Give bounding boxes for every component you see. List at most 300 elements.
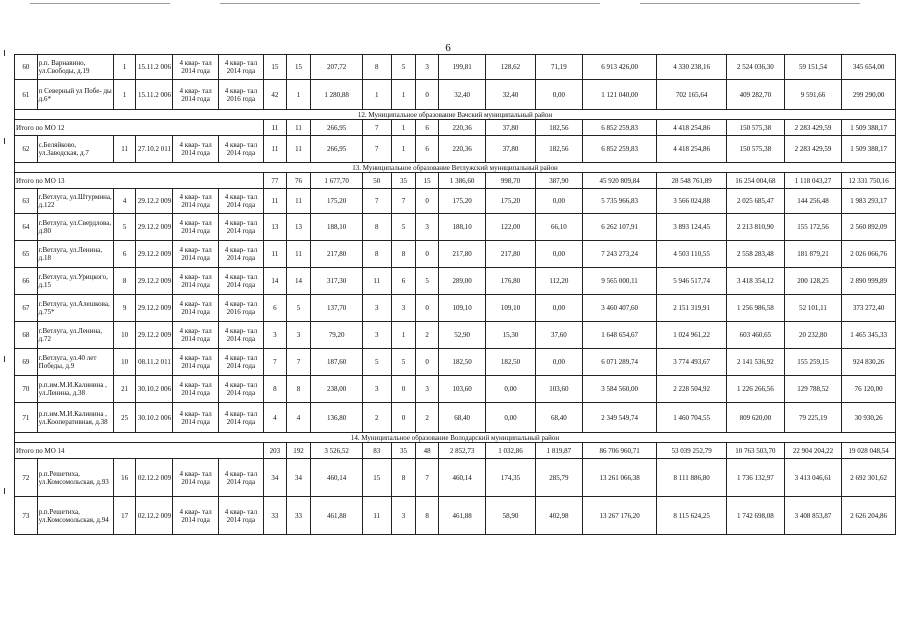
total-row xyxy=(15,173,896,189)
table-cell: 52 101,11 xyxy=(784,295,842,322)
table-cell: 30.10.2 006 xyxy=(136,403,173,433)
table-cell: 2 228 504,92 xyxy=(657,376,727,403)
table-cell: 0 xyxy=(416,80,439,110)
table-cell: 25 xyxy=(113,403,136,433)
table-cell: 8 xyxy=(264,376,287,403)
table-cell: 11 xyxy=(264,241,287,268)
table-cell: 37,80 xyxy=(486,136,535,163)
table-cell: 4 квар- тал 2014 года xyxy=(173,403,218,433)
table-cell: 345 654,00 xyxy=(842,55,896,80)
table-cell: 289,00 xyxy=(438,268,485,295)
table-cell: 8 xyxy=(362,241,391,268)
table-cell: 15 xyxy=(264,55,287,80)
table-cell: 11 xyxy=(286,136,311,163)
table-cell: 11 xyxy=(362,268,391,295)
table-cell: 0,00 xyxy=(535,189,582,214)
table-cell: 1 465 345,33 xyxy=(842,322,896,349)
table-cell: 182,56 xyxy=(535,120,582,136)
address-cell: р.п.им.М.И.Калинина , ул.Кооперативная, д.38 xyxy=(37,403,113,433)
table-cell: 103,60 xyxy=(535,376,582,403)
table-cell: 122,00 xyxy=(486,214,535,241)
table-cell: 22 904 204,22 xyxy=(784,443,842,459)
table-cell: 30.10.2 006 xyxy=(136,376,173,403)
table-row xyxy=(15,322,896,349)
row-number-cell: 70 xyxy=(15,376,38,403)
table-cell: 217,80 xyxy=(486,241,535,268)
table-cell: 3 xyxy=(416,376,439,403)
table-cell: 1 742 698,08 xyxy=(727,497,785,535)
table-cell: 1 xyxy=(286,80,311,110)
table-cell: 1 xyxy=(113,80,136,110)
table-cell: 8 xyxy=(286,376,311,403)
row-number-cell: 64 xyxy=(15,214,38,241)
table-cell: 1 xyxy=(391,322,416,349)
address-cell: п Северный ул Побе- ды д.6* xyxy=(37,80,113,110)
table-cell: 1 118 043,27 xyxy=(784,173,842,189)
table-cell: 6 262 107,91 xyxy=(583,214,657,241)
top-rule-middle xyxy=(220,3,600,4)
top-rule-right xyxy=(640,3,860,4)
table-cell: 1 024 961,22 xyxy=(657,322,727,349)
table-row xyxy=(15,459,896,497)
table-cell: 4 квар- тал 2014 года xyxy=(173,295,218,322)
table-cell: 0,00 xyxy=(486,376,535,403)
table-cell: 10 xyxy=(113,322,136,349)
table-cell: 4 квар- тал 2014 года xyxy=(173,459,218,497)
table-cell: 10 763 503,70 xyxy=(727,443,785,459)
total-label: Итого по МО 12 xyxy=(15,120,264,136)
margin-mark xyxy=(4,138,5,144)
table-cell: 3 418 354,12 xyxy=(727,268,785,295)
table-row xyxy=(15,268,896,295)
table-cell: 4 квар- тал 2014 года xyxy=(218,497,263,535)
table-cell: 3 526,52 xyxy=(311,443,362,459)
table-cell: 2 025 685,47 xyxy=(727,189,785,214)
table-cell: 8 xyxy=(391,459,416,497)
table-cell: 45 920 809,84 xyxy=(583,173,657,189)
table-cell: 150 575,38 xyxy=(727,120,785,136)
table-cell: 30 930,26 xyxy=(842,403,896,433)
table-cell: 2 560 892,09 xyxy=(842,214,896,241)
table-cell: 15.11.2 006 xyxy=(136,80,173,110)
address-cell: р.п.Решетиха, ул.Комсомольская, д.94 xyxy=(37,497,113,535)
table-cell: 4 квар- тал 2014 года xyxy=(218,214,263,241)
table-cell: 15.11.2 006 xyxy=(136,55,173,80)
table-cell: 6 913 426,00 xyxy=(583,55,657,80)
address-cell: г.Ветлуга, ул.Ленина, д.18 xyxy=(37,241,113,268)
table-cell: 5 946 517,74 xyxy=(657,268,727,295)
housing-program-table xyxy=(14,54,896,535)
address-cell: р.п.Решетиха, ул.Комсомольская, д.93 xyxy=(37,459,113,497)
address-cell: г.Ветлуга, ул.Урицкого, д.15 xyxy=(37,268,113,295)
table-cell: 3 xyxy=(416,55,439,80)
table-cell: 317,30 xyxy=(311,268,362,295)
row-number-cell: 73 xyxy=(15,497,38,535)
table-cell: 144 256,48 xyxy=(784,189,842,214)
table-cell: 27.10.2 011 xyxy=(136,136,173,163)
row-number-cell: 65 xyxy=(15,241,38,268)
table-cell: 4 квар- тал 2014 года xyxy=(173,241,218,268)
table-cell: 6 071 289,74 xyxy=(583,349,657,376)
table-cell: 42 xyxy=(264,80,287,110)
table-cell: 7 xyxy=(362,136,391,163)
table-cell: 3 408 853,87 xyxy=(784,497,842,535)
table-cell: 1 280,88 xyxy=(311,80,362,110)
table-cell: 4 квар- тал 2016 года xyxy=(218,295,263,322)
table-cell: 4 xyxy=(264,403,287,433)
table-cell: 1 xyxy=(113,55,136,80)
section-title: 12. Муниципальное образование Вачский муниципальный район xyxy=(15,110,896,120)
table-cell: 15 xyxy=(286,55,311,80)
table-cell: 2 692 301,62 xyxy=(842,459,896,497)
table-cell: 2 213 810,90 xyxy=(727,214,785,241)
table-cell: 299 290,00 xyxy=(842,80,896,110)
total-label: Итого по МО 14 xyxy=(15,443,264,459)
table-cell: 15,30 xyxy=(486,322,535,349)
row-number-cell: 62 xyxy=(15,136,38,163)
table-row xyxy=(15,55,896,80)
table-cell: 79 225,19 xyxy=(784,403,842,433)
table-cell: 192 xyxy=(286,443,311,459)
table-cell: 2 xyxy=(362,403,391,433)
table-cell: 2 xyxy=(416,403,439,433)
table-cell: 11 xyxy=(286,189,311,214)
address-cell: г.Ветлуга, ул.Штурмина, д.122 xyxy=(37,189,113,214)
table-cell: 175,20 xyxy=(438,189,485,214)
table-cell: 3 584 560,00 xyxy=(583,376,657,403)
table-cell: 1 509 388,17 xyxy=(842,136,896,163)
table-cell: 2 349 549,74 xyxy=(583,403,657,433)
table-cell: 5 735 966,83 xyxy=(583,189,657,214)
table-cell: 11 xyxy=(113,136,136,163)
margin-mark xyxy=(4,50,5,56)
table-cell: 8 xyxy=(113,268,136,295)
table-cell: 7 xyxy=(391,189,416,214)
table-cell: 29.12.2 009 xyxy=(136,295,173,322)
table-cell: 68,40 xyxy=(438,403,485,433)
table-cell: 155 259,15 xyxy=(784,349,842,376)
table-cell: 2 890 999,89 xyxy=(842,268,896,295)
table-cell: 3 xyxy=(264,322,287,349)
address-cell: г.Ветлуга, ул.Алешкова, д.75* xyxy=(37,295,113,322)
address-cell: г.Ветлуга, ул.Ленина, д.72 xyxy=(37,322,113,349)
address-cell: р.п.им.М.И.Калинина , ул.Ленина, д.38 xyxy=(37,376,113,403)
table-cell: 285,79 xyxy=(535,459,582,497)
table-cell: 4 503 110,55 xyxy=(657,241,727,268)
table-cell: 4 квар- тал 2014 года xyxy=(173,80,218,110)
table-cell: 409 282,70 xyxy=(727,80,785,110)
table-cell: 702 165,64 xyxy=(657,80,727,110)
table-cell: 6 xyxy=(416,136,439,163)
row-number-cell: 69 xyxy=(15,349,38,376)
table-cell: 136,80 xyxy=(311,403,362,433)
margin-mark xyxy=(4,488,5,494)
row-number-cell: 68 xyxy=(15,322,38,349)
table-cell: 402,98 xyxy=(535,497,582,535)
table-cell: 34 xyxy=(264,459,287,497)
table-cell: 29.12.2 009 xyxy=(136,322,173,349)
table-cell: 461,88 xyxy=(438,497,485,535)
table-cell: 52,90 xyxy=(438,322,485,349)
table-cell: 1 460 704,55 xyxy=(657,403,727,433)
table-cell: 16 254 004,68 xyxy=(727,173,785,189)
table-cell: 1 386,60 xyxy=(438,173,485,189)
table-cell: 4 квар- тал 2014 года xyxy=(173,322,218,349)
table-cell: 32,40 xyxy=(438,80,485,110)
table-cell: 1 677,70 xyxy=(311,173,362,189)
table-cell: 998,70 xyxy=(486,173,535,189)
table-cell: 924 830,26 xyxy=(842,349,896,376)
table-body xyxy=(15,55,896,535)
table-cell: 66,10 xyxy=(535,214,582,241)
table-cell: 220,36 xyxy=(438,120,485,136)
table-cell: 0 xyxy=(416,295,439,322)
table-cell: 4 330 238,16 xyxy=(657,55,727,80)
table-cell: 238,00 xyxy=(311,376,362,403)
table-cell: 4 квар- тал 2014 года xyxy=(218,459,263,497)
table-cell: 2 283 429,59 xyxy=(784,120,842,136)
table-row xyxy=(15,241,896,268)
table-cell: 175,20 xyxy=(311,189,362,214)
table-cell: 8 xyxy=(362,214,391,241)
table-cell: 5 xyxy=(391,55,416,80)
table-cell: 4 квар- тал 2014 года xyxy=(218,136,263,163)
row-number-cell: 66 xyxy=(15,268,38,295)
table-cell: 9 xyxy=(113,295,136,322)
address-cell: р.п. Варнавино, ул.Свободы, д.19 xyxy=(37,55,113,80)
table-cell: 2 558 283,48 xyxy=(727,241,785,268)
table-cell: 1 256 986,58 xyxy=(727,295,785,322)
table-cell: 0,00 xyxy=(535,295,582,322)
table-cell: 200 128,25 xyxy=(784,268,842,295)
table-cell: 48 xyxy=(416,443,439,459)
table-cell: 29.12.2 009 xyxy=(136,189,173,214)
table-cell: 14 xyxy=(286,268,311,295)
table-cell: 53 039 252,79 xyxy=(657,443,727,459)
row-number-cell: 71 xyxy=(15,403,38,433)
table-cell: 2 852,73 xyxy=(438,443,485,459)
table-cell: 11 xyxy=(286,120,311,136)
table-cell: 220,36 xyxy=(438,136,485,163)
table-cell: 29.12.2 009 xyxy=(136,214,173,241)
table-cell: 2 524 036,30 xyxy=(727,55,785,80)
table-cell: 68,40 xyxy=(535,403,582,433)
table-cell: 5 xyxy=(416,268,439,295)
table-cell: 6 852 259,83 xyxy=(583,136,657,163)
table-cell: 603 460,65 xyxy=(727,322,785,349)
table-cell: 4 418 254,86 xyxy=(657,120,727,136)
table-cell: 0 xyxy=(416,241,439,268)
table-cell: 1 648 654,67 xyxy=(583,322,657,349)
table-cell: 129 788,52 xyxy=(784,376,842,403)
table-cell: 3 460 407,60 xyxy=(583,295,657,322)
table-cell: 1 xyxy=(391,80,416,110)
table-cell: 266,95 xyxy=(311,136,362,163)
table-cell: 1 509 388,17 xyxy=(842,120,896,136)
table-cell: 7 xyxy=(362,189,391,214)
table-cell: 1 xyxy=(362,80,391,110)
table-cell: 19 028 048,54 xyxy=(842,443,896,459)
table-cell: 4 xyxy=(286,403,311,433)
table-cell: 34 xyxy=(286,459,311,497)
table-cell: 460,14 xyxy=(438,459,485,497)
table-cell: 50 xyxy=(362,173,391,189)
table-cell: 0,00 xyxy=(535,241,582,268)
table-cell: 155 172,56 xyxy=(784,214,842,241)
table-cell: 4 квар- тал 2014 года xyxy=(173,189,218,214)
table-cell: 37,60 xyxy=(535,322,582,349)
table-cell: 5 xyxy=(362,349,391,376)
table-cell: 17 xyxy=(113,497,136,535)
table-cell: 7 243 273,24 xyxy=(583,241,657,268)
table-row xyxy=(15,189,896,214)
table-cell: 7 xyxy=(362,120,391,136)
table-cell: 6 xyxy=(416,120,439,136)
table-cell: 176,80 xyxy=(486,268,535,295)
table-cell: 1 032,86 xyxy=(486,443,535,459)
table-cell: 1 736 132,97 xyxy=(727,459,785,497)
table-cell: 4 квар- тал 2016 года xyxy=(218,80,263,110)
table-cell: 02.12.2 009 xyxy=(136,459,173,497)
table-cell: 0,00 xyxy=(535,80,582,110)
table-row xyxy=(15,497,896,535)
table-cell: 461,88 xyxy=(311,497,362,535)
table-row xyxy=(15,136,896,163)
section-header xyxy=(15,433,896,443)
table-cell: 188,10 xyxy=(311,214,362,241)
table-cell: 460,14 xyxy=(311,459,362,497)
table-cell: 182,56 xyxy=(535,136,582,163)
table-cell: 71,19 xyxy=(535,55,582,80)
table-cell: 109,10 xyxy=(438,295,485,322)
table-cell: 4 квар- тал 2014 года xyxy=(218,189,263,214)
section-header xyxy=(15,110,896,120)
table-cell: 182,50 xyxy=(486,349,535,376)
table-cell: 9 591,66 xyxy=(784,80,842,110)
table-cell: 4 квар- тал 2014 года xyxy=(218,403,263,433)
table-cell: 207,72 xyxy=(311,55,362,80)
section-title: 14. Муниципальное образование Володарский муниципальный район xyxy=(15,433,896,443)
table-cell: 13 xyxy=(286,214,311,241)
table-cell: 4 квар- тал 2014 года xyxy=(173,497,218,535)
table-cell: 1 xyxy=(391,120,416,136)
table-cell: 11 xyxy=(362,497,391,535)
table-cell: 4 квар- тал 2014 года xyxy=(218,268,263,295)
table-cell: 58,90 xyxy=(486,497,535,535)
table-cell: 15 xyxy=(416,173,439,189)
table-cell: 35 xyxy=(391,173,416,189)
table-cell: 109,10 xyxy=(486,295,535,322)
table-cell: 11 xyxy=(264,120,287,136)
table-cell: 266,95 xyxy=(311,120,362,136)
total-row xyxy=(15,120,896,136)
table-cell: 4 квар- тал 2014 года xyxy=(218,349,263,376)
margin-mark xyxy=(4,356,5,362)
table-cell: 2 283 429,59 xyxy=(784,136,842,163)
table-cell: 175,20 xyxy=(486,189,535,214)
row-number-cell: 72 xyxy=(15,459,38,497)
table-cell: 35 xyxy=(391,443,416,459)
table-cell: 103,60 xyxy=(438,376,485,403)
table-cell: 6 852 259,83 xyxy=(583,120,657,136)
table-cell: 4 xyxy=(113,189,136,214)
table-cell: 16 xyxy=(113,459,136,497)
total-row xyxy=(15,443,896,459)
table-cell: 13 xyxy=(264,214,287,241)
table-cell: 181 879,21 xyxy=(784,241,842,268)
table-cell: 4 квар- тал 2014 года xyxy=(173,136,218,163)
total-label: Итого по МО 13 xyxy=(15,173,264,189)
table-cell: 7 xyxy=(286,349,311,376)
table-row xyxy=(15,295,896,322)
table-cell: 2 151 319,91 xyxy=(657,295,727,322)
table-cell: 32,40 xyxy=(486,80,535,110)
table-cell: 3 774 493,67 xyxy=(657,349,727,376)
table-cell: 3 xyxy=(362,322,391,349)
table-cell: 8 xyxy=(416,497,439,535)
top-rule-left xyxy=(30,3,170,4)
table-cell: 4 квар- тал 2014 года xyxy=(173,376,218,403)
table-cell: 7 xyxy=(264,349,287,376)
table-cell: 809 620,00 xyxy=(727,403,785,433)
table-cell: 4 418 254,86 xyxy=(657,136,727,163)
table-cell: 174,35 xyxy=(486,459,535,497)
section-title: 13. Муниципальное образование Ветлужский муниципальный район xyxy=(15,163,896,173)
table-cell: 4 квар- тал 2014 года xyxy=(218,322,263,349)
table-cell: 59 151,54 xyxy=(784,55,842,80)
table-cell: 13 267 176,20 xyxy=(583,497,657,535)
table-cell: 8 111 886,80 xyxy=(657,459,727,497)
table-cell: 76 120,00 xyxy=(842,376,896,403)
table-cell: 08.11.2 011 xyxy=(136,349,173,376)
table-cell: 1 983 293,17 xyxy=(842,189,896,214)
table-cell: 79,20 xyxy=(311,322,362,349)
table-cell: 1 xyxy=(391,136,416,163)
row-number-cell: 63 xyxy=(15,189,38,214)
table-cell: 0 xyxy=(416,349,439,376)
table-cell: 77 xyxy=(264,173,287,189)
table-cell: 3 413 046,61 xyxy=(784,459,842,497)
table-cell: 150 575,38 xyxy=(727,136,785,163)
table-cell: 11 xyxy=(264,136,287,163)
row-number-cell: 67 xyxy=(15,295,38,322)
table-cell: 128,62 xyxy=(486,55,535,80)
table-cell: 4 квар- тал 2014 года xyxy=(218,55,263,80)
address-cell: г.Ветлуга, ул.Свердлова, д.80 xyxy=(37,214,113,241)
table-cell: 13 261 066,38 xyxy=(583,459,657,497)
table-cell: 4 квар- тал 2014 года xyxy=(218,376,263,403)
table-cell: 3 xyxy=(416,214,439,241)
table-cell: 4 квар- тал 2014 года xyxy=(173,349,218,376)
table-cell: 37,80 xyxy=(486,120,535,136)
table-cell: 5 xyxy=(286,295,311,322)
table-cell: 83 xyxy=(362,443,391,459)
table-cell: 8 115 624,25 xyxy=(657,497,727,535)
table-cell: 3 xyxy=(391,295,416,322)
table-cell: 7 xyxy=(416,459,439,497)
table-cell: 6 xyxy=(264,295,287,322)
table-cell: 0 xyxy=(416,189,439,214)
table-row xyxy=(15,376,896,403)
table-cell: 21 xyxy=(113,376,136,403)
table-cell: 217,80 xyxy=(438,241,485,268)
table-cell: 373 272,40 xyxy=(842,295,896,322)
table-cell: 1 121 040,00 xyxy=(583,80,657,110)
row-number-cell: 61 xyxy=(15,80,38,110)
table-cell: 3 893 124,45 xyxy=(657,214,727,241)
table-cell: 20 232,80 xyxy=(784,322,842,349)
table-cell: 5 xyxy=(113,214,136,241)
